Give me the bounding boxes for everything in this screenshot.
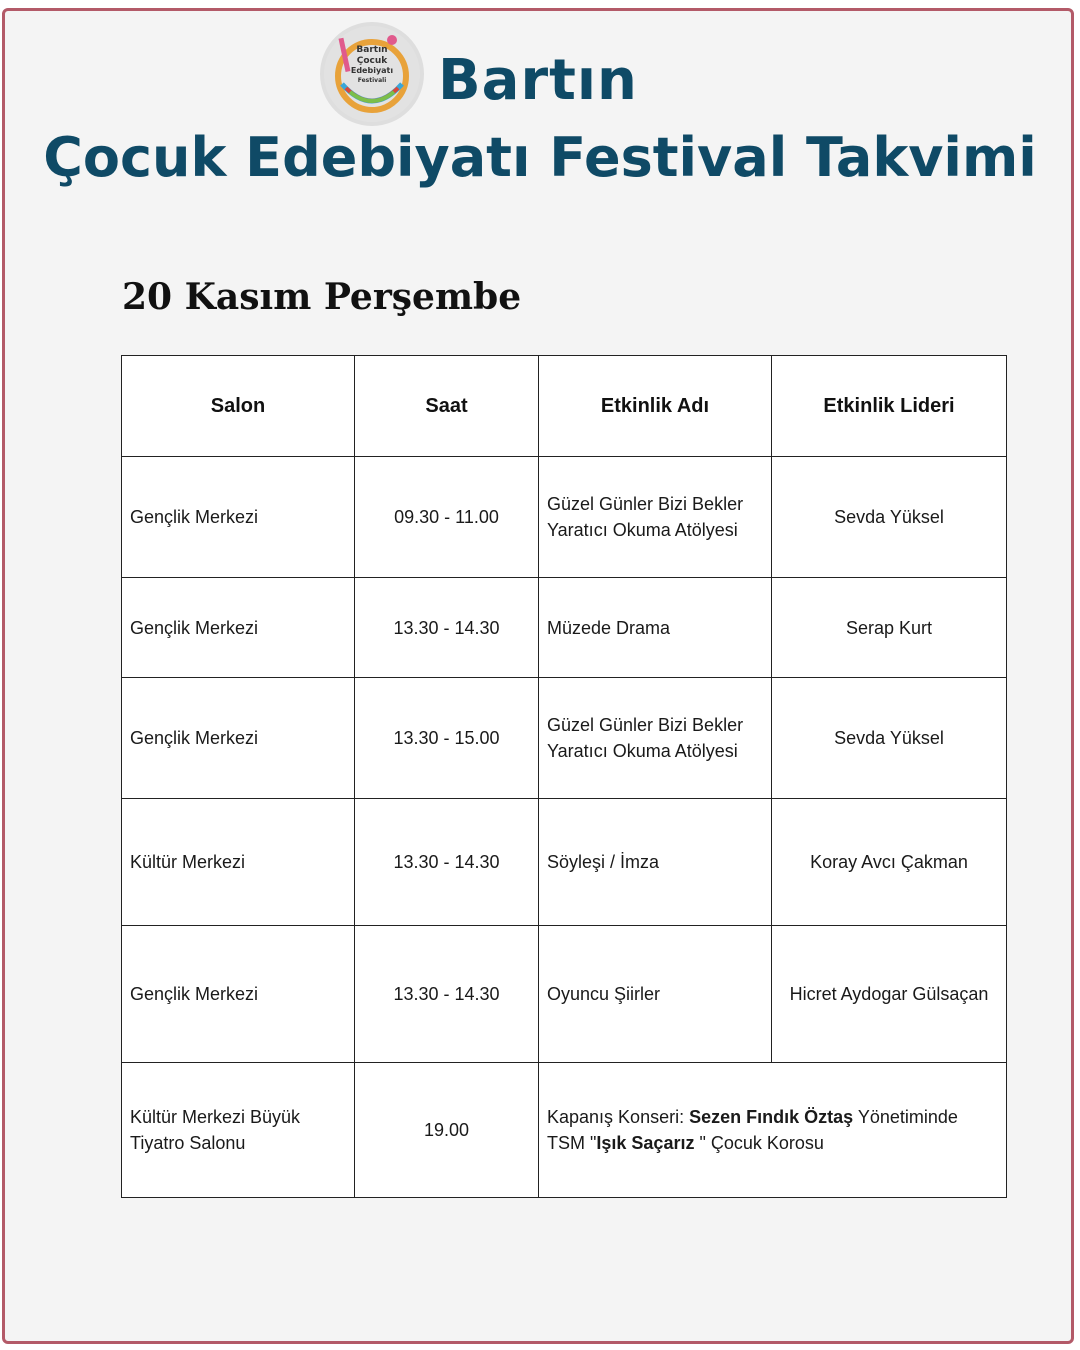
event-middle: Yönetiminde [853, 1107, 958, 1127]
cell-salon [122, 1063, 355, 1198]
cell-etkinlik: Müzede Drama [539, 578, 772, 678]
column-header-etkinlik-lideri: Etkinlik Lideri [772, 356, 1007, 457]
event-suffix: " Çocuk Korosu [694, 1133, 824, 1153]
column-header-salon: Salon [122, 356, 355, 457]
cell-saat: 13.30 - 14.30 [355, 578, 539, 678]
cell-saat: 13.30 - 14.30 [355, 799, 539, 926]
cell-lider: Sevda Yüksel [772, 457, 1007, 578]
cell-salon: Gençlik Merkezi [122, 926, 355, 1063]
cell-saat: 19.00 [355, 1063, 539, 1198]
cell-salon: Gençlik Merkezi [122, 678, 355, 799]
cell-saat: 09.30 - 11.00 [355, 457, 539, 578]
table-header-row [122, 356, 1007, 457]
event-tsm: TSM " [547, 1133, 597, 1153]
column-header-etkinlik-adi: Etkinlik Adı [539, 356, 772, 457]
cell-lider: Sevda Yüksel [772, 678, 1007, 799]
logo-text-1: Bartın [356, 45, 388, 55]
etkinlik-line-2: Yaratıcı Okuma Atölyesi [547, 741, 738, 761]
cell-saat: 13.30 - 14.30 [355, 926, 539, 1063]
event-choir-name: Işık Saçarız [596, 1133, 695, 1153]
cell-lider: Koray Avcı Çakman [772, 799, 1007, 926]
column-header-saat: Saat [355, 356, 539, 457]
event-prefix: Kapanış Konseri: [547, 1107, 690, 1127]
title-line-2: Çocuk Edebiyatı Festival Takvimi [43, 126, 1037, 189]
cell-salon: Kültür Merkezi [122, 799, 355, 926]
table-row-final [122, 1063, 1007, 1198]
date-heading: 20 Kasım Perşembe [122, 276, 522, 318]
etkinlik-line-2: Yaratıcı Okuma Atölyesi [547, 520, 738, 540]
cell-salon: Gençlik Merkezi [122, 457, 355, 578]
logo-text-4: Festivali [357, 77, 387, 84]
table-row [122, 678, 1007, 799]
salon-line-1: Kültür Merkezi Büyük [130, 1107, 301, 1127]
event-conductor: Sezen Fındık Öztaş [689, 1107, 854, 1127]
etkinlik-line-1: Güzel Günler Bizi Bekler [547, 494, 744, 514]
cell-etkinlik: Söyleşi / İmza [539, 799, 772, 926]
etkinlik-line-1: Güzel Günler Bizi Bekler [547, 715, 744, 735]
logo-text-3: Edebiyatı [350, 66, 394, 75]
cell-salon: Gençlik Merkezi [122, 578, 355, 678]
schedule-table [121, 355, 1007, 1198]
logo-text-2: Çocuk [356, 56, 388, 66]
salon-line-2: Tiyatro Salonu [130, 1133, 246, 1153]
cell-saat: 13.30 - 15.00 [355, 678, 539, 799]
table-row [122, 578, 1007, 678]
cell-lider: Hicret Aydogar Gülsaçan [772, 926, 1007, 1063]
cell-lider: Serap Kurt [772, 578, 1007, 678]
cell-etkinlik [539, 678, 772, 799]
table-row [122, 457, 1007, 578]
cell-etkinlik-merged [539, 1063, 1007, 1198]
title-line-1: Bartın [438, 48, 638, 113]
cell-etkinlik: Oyuncu Şiirler [539, 926, 772, 1063]
table-row [122, 799, 1007, 926]
table-row [122, 926, 1007, 1063]
festival-logo [320, 22, 424, 126]
cell-etkinlik [539, 457, 772, 578]
